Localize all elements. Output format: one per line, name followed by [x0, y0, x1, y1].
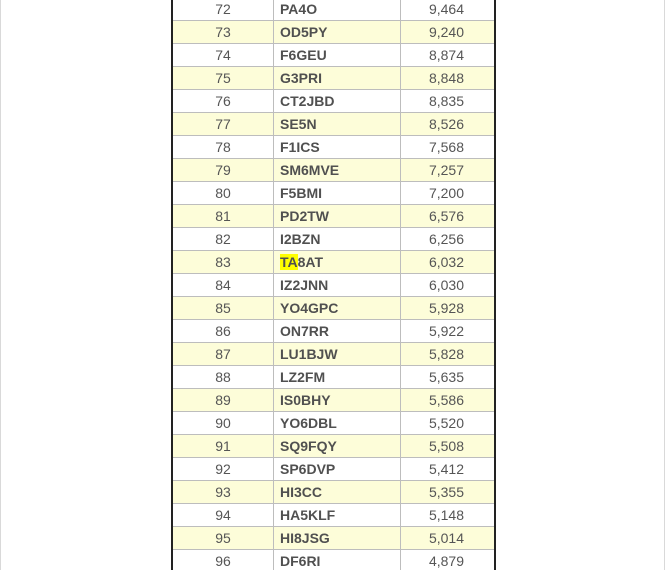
callsign-cell	[274, 458, 401, 481]
score-cell: 9,464	[401, 0, 496, 21]
score-cell: 5,520	[401, 412, 496, 435]
rank-cell: 80	[172, 182, 274, 205]
table-row	[172, 550, 495, 570]
callsign-text: IS0BHY	[280, 392, 331, 408]
rank-cell: 85	[172, 297, 274, 320]
callsign-text: HA5KLF	[280, 507, 336, 523]
callsign-text: YO6DBL	[280, 415, 337, 431]
table-row	[172, 366, 495, 389]
rank-cell: 75	[172, 67, 274, 90]
table-row	[172, 481, 495, 504]
scrollbar-track[interactable]	[664, 0, 665, 570]
rank-cell: 90	[172, 412, 274, 435]
rank-cell: 88	[172, 366, 274, 389]
callsign-text: ON7RR	[280, 323, 330, 339]
table-row	[172, 90, 495, 113]
rank-cell: 92	[172, 458, 274, 481]
callsign-text: LZ2FM	[280, 369, 326, 385]
callsign-cell	[274, 320, 401, 343]
score-cell: 5,635	[401, 366, 496, 389]
callsign-cell	[274, 0, 401, 21]
callsign-cell	[274, 297, 401, 320]
score-cell: 7,568	[401, 136, 496, 159]
score-cell: 5,014	[401, 527, 496, 550]
callsign-text: PA4O	[280, 1, 318, 17]
callsign-cell	[274, 90, 401, 113]
score-cell: 6,032	[401, 251, 496, 274]
score-cell: 4,879	[401, 550, 496, 570]
table-row	[172, 297, 495, 320]
callsign-text: PD2TW	[280, 208, 329, 224]
table-row	[172, 343, 495, 366]
rank-cell: 72	[172, 0, 274, 21]
callsign-cell	[274, 21, 401, 44]
table-row	[172, 504, 495, 527]
table-row	[172, 182, 495, 205]
callsign-cell	[274, 251, 401, 274]
callsign-cell	[274, 481, 401, 504]
rank-cell: 94	[172, 504, 274, 527]
callsign-cell	[274, 366, 401, 389]
rank-cell: 96	[172, 550, 274, 570]
callsign-text: HI3CC	[280, 484, 323, 500]
score-cell: 5,828	[401, 343, 496, 366]
callsign-cell	[274, 205, 401, 228]
table-row	[172, 412, 495, 435]
score-cell: 6,030	[401, 274, 496, 297]
callsign-cell	[274, 228, 401, 251]
callsign-text: OD5PY	[280, 24, 328, 40]
callsign-text: G3PRI	[280, 70, 323, 86]
score-cell: 8,526	[401, 113, 496, 136]
table-row	[172, 21, 495, 44]
callsign-cell	[274, 527, 401, 550]
rank-cell: 77	[172, 113, 274, 136]
search-highlight: TA	[280, 254, 298, 270]
rank-cell: 83	[172, 251, 274, 274]
callsign-cell	[274, 435, 401, 458]
callsign-cell	[274, 113, 401, 136]
callsign-text: SQ9FQY	[280, 438, 337, 454]
rank-cell: 78	[172, 136, 274, 159]
score-cell: 8,848	[401, 67, 496, 90]
score-cell: 5,355	[401, 481, 496, 504]
table-row	[172, 320, 495, 343]
callsign-cell	[274, 159, 401, 182]
score-cell: 5,928	[401, 297, 496, 320]
table-row	[172, 113, 495, 136]
results-table	[171, 0, 496, 570]
table-row	[172, 251, 495, 274]
score-cell: 7,257	[401, 159, 496, 182]
score-cell: 5,508	[401, 435, 496, 458]
score-cell: 5,586	[401, 389, 496, 412]
rank-cell: 73	[172, 21, 274, 44]
rank-cell: 82	[172, 228, 274, 251]
rank-cell: 81	[172, 205, 274, 228]
page-border-left	[0, 0, 1, 570]
callsign-text: IZ2JNN	[280, 277, 329, 293]
table-row	[172, 205, 495, 228]
table-row	[172, 458, 495, 481]
table-row	[172, 0, 495, 21]
score-cell: 8,835	[401, 90, 496, 113]
callsign-text: SP6DVP	[280, 461, 336, 477]
callsign-cell	[274, 182, 401, 205]
callsign-cell	[274, 274, 401, 297]
table-row	[172, 435, 495, 458]
callsign-text: SE5N	[280, 116, 317, 132]
rank-cell: 76	[172, 90, 274, 113]
rank-cell: 89	[172, 389, 274, 412]
table-row	[172, 67, 495, 90]
score-cell: 5,922	[401, 320, 496, 343]
rank-cell: 84	[172, 274, 274, 297]
rank-cell: 86	[172, 320, 274, 343]
callsign-cell	[274, 44, 401, 67]
callsign-cell	[274, 504, 401, 527]
callsign-cell	[274, 389, 401, 412]
callsign-cell	[274, 136, 401, 159]
callsign-text: DF6RI	[280, 553, 321, 569]
rank-cell: 93	[172, 481, 274, 504]
callsign-text: SM6MVE	[280, 162, 340, 178]
score-cell: 8,874	[401, 44, 496, 67]
rank-cell: 91	[172, 435, 274, 458]
callsign-text: I2BZN	[280, 231, 321, 247]
callsign-text: F1ICS	[280, 139, 320, 155]
callsign-cell	[274, 343, 401, 366]
callsign-text: HI8JSG	[280, 530, 330, 546]
table-row	[172, 228, 495, 251]
callsign-cell	[274, 550, 401, 570]
table-row	[172, 136, 495, 159]
score-cell: 5,148	[401, 504, 496, 527]
callsign-cell	[274, 67, 401, 90]
score-cell: 6,576	[401, 205, 496, 228]
rank-cell: 79	[172, 159, 274, 182]
callsign-cell	[274, 412, 401, 435]
score-cell: 7,200	[401, 182, 496, 205]
results-table-body	[172, 0, 495, 570]
score-cell: 9,240	[401, 21, 496, 44]
callsign-text: 8AT	[297, 254, 324, 270]
callsign-text: CT2JBD	[280, 93, 335, 109]
score-cell: 6,256	[401, 228, 496, 251]
callsign-text: F5BMI	[280, 185, 322, 201]
table-row	[172, 159, 495, 182]
rank-cell: 87	[172, 343, 274, 366]
table-row	[172, 527, 495, 550]
callsign-text: LU1BJW	[280, 346, 338, 362]
rank-cell: 74	[172, 44, 274, 67]
table-row	[172, 389, 495, 412]
table-row	[172, 44, 495, 67]
table-row	[172, 274, 495, 297]
score-cell: 5,412	[401, 458, 496, 481]
callsign-text: F6GEU	[280, 47, 327, 63]
rank-cell: 95	[172, 527, 274, 550]
callsign-text: YO4GPC	[280, 300, 339, 316]
